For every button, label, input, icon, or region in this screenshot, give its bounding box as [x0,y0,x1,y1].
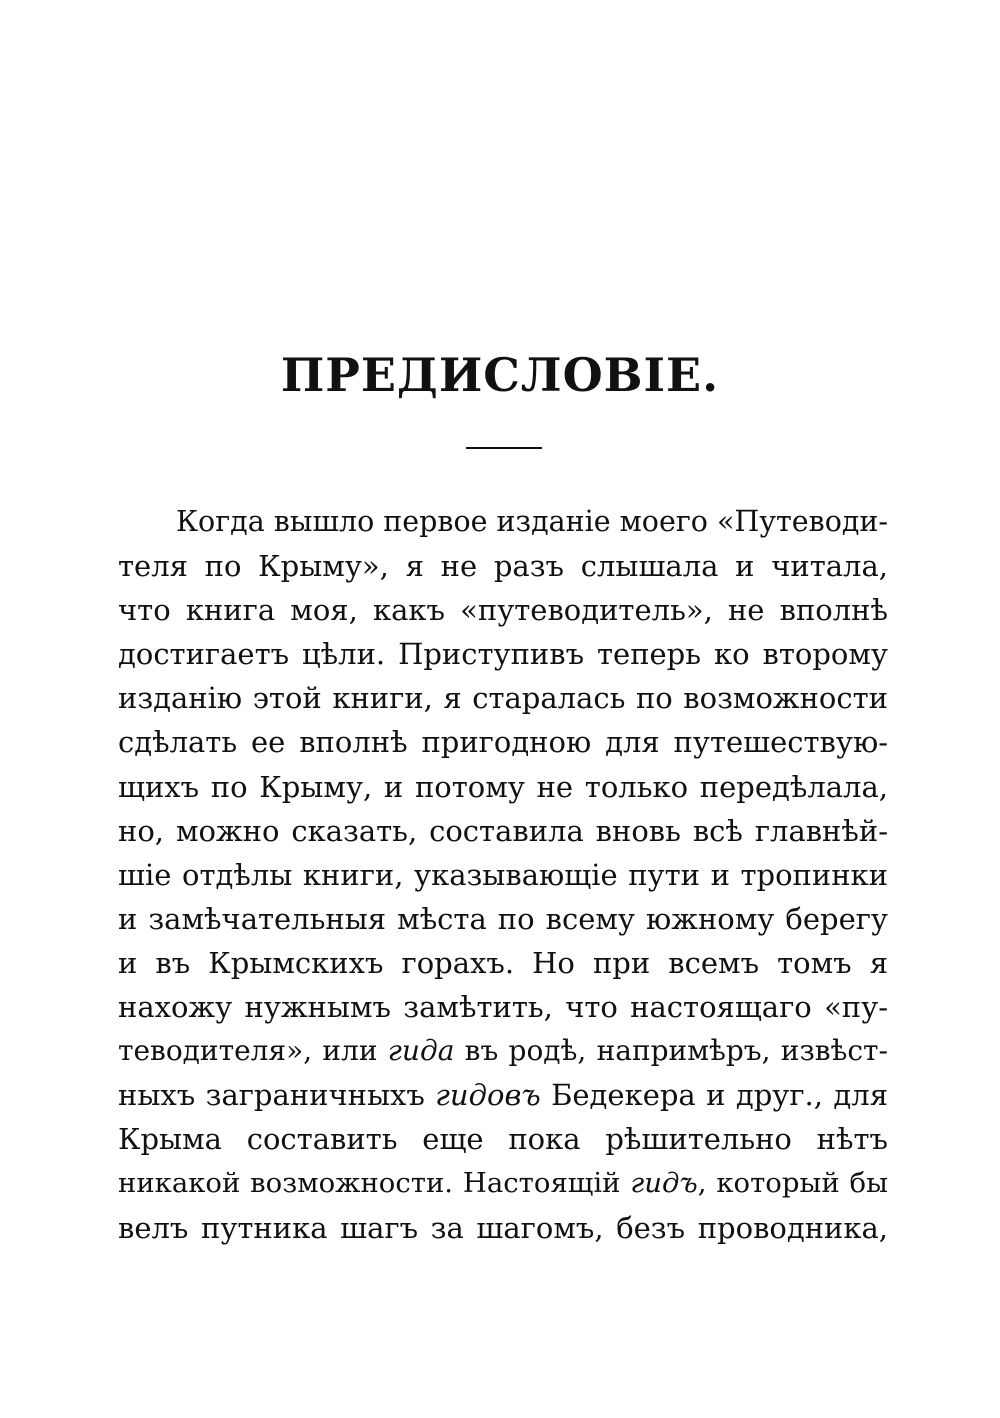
text-line [118,1029,888,1073]
italic-text: гидъ [630,1167,698,1200]
preface-paragraph [118,500,888,1250]
text-line [118,809,888,853]
italic-text: гида [387,1034,455,1068]
text-line [118,1073,888,1117]
text-segment: ныхъ заграничныхъ [118,1078,436,1113]
text-line [118,720,888,764]
text-segment: Когда вышло первое изданіе моего «Путеводи- [176,505,889,538]
text-line [118,941,888,985]
text-segment: , который бы [697,1167,888,1200]
text-segment: и въ Крымскихъ горахъ. Но при всемъ томъ я [118,945,888,980]
text-segment: теля по Крыму», я не разъ слышала и читала, [118,549,888,584]
text-segment: что книга моя, какъ «путеводитель», не вполнѣ [118,593,888,628]
text-segment: Крыма составить еще пока рѣшительно нѣтъ [118,1122,888,1157]
text-segment: и замѣчательныя мѣста по всему южному берегу [118,901,888,936]
title-divider [466,447,542,449]
text-line [118,632,888,676]
text-segment: Бедекера и друг., для [540,1078,888,1113]
text-line [118,897,888,941]
text-line [118,676,888,720]
text-line [118,985,888,1029]
text-segment: сдѣлать ее вполнѣ пригодною для путешествую- [118,725,888,760]
text-segment: но, можно сказать, составила вновь всѣ главнѣй- [118,813,888,848]
text-line [118,1117,888,1161]
text-line [118,588,888,632]
text-line [118,500,888,544]
text-segment: изданію этой книги, я старалась по возможности [118,681,888,716]
text-segment: щихъ по Крыму, и потому не только передѣлала, [118,769,888,804]
text-line [118,1206,888,1250]
text-line [118,544,888,588]
italic-text: гидовъ [435,1078,541,1113]
text-line [118,1161,888,1205]
text-segment: велъ путника шагъ за шагомъ, безъ проводника, [118,1210,888,1245]
text-segment: нахожу нужнымъ замѣтить, что настоящаго «пу- [118,990,888,1025]
text-line [118,853,888,897]
text-segment: шіе отдѣлы книги, указывающіе пути и тропинки [118,857,888,892]
page-title: ПРЕДИСЛОВІЕ. [280,348,720,402]
text-line [118,765,888,809]
text-segment: въ родѣ, напримѣръ, извѣст- [454,1034,888,1068]
text-segment: достигаетъ цѣли. Приступивъ теперь ко второму [118,637,888,672]
text-segment: теводителя», или [118,1034,388,1068]
text-segment: никакой возможности. Настоящій [118,1167,631,1200]
